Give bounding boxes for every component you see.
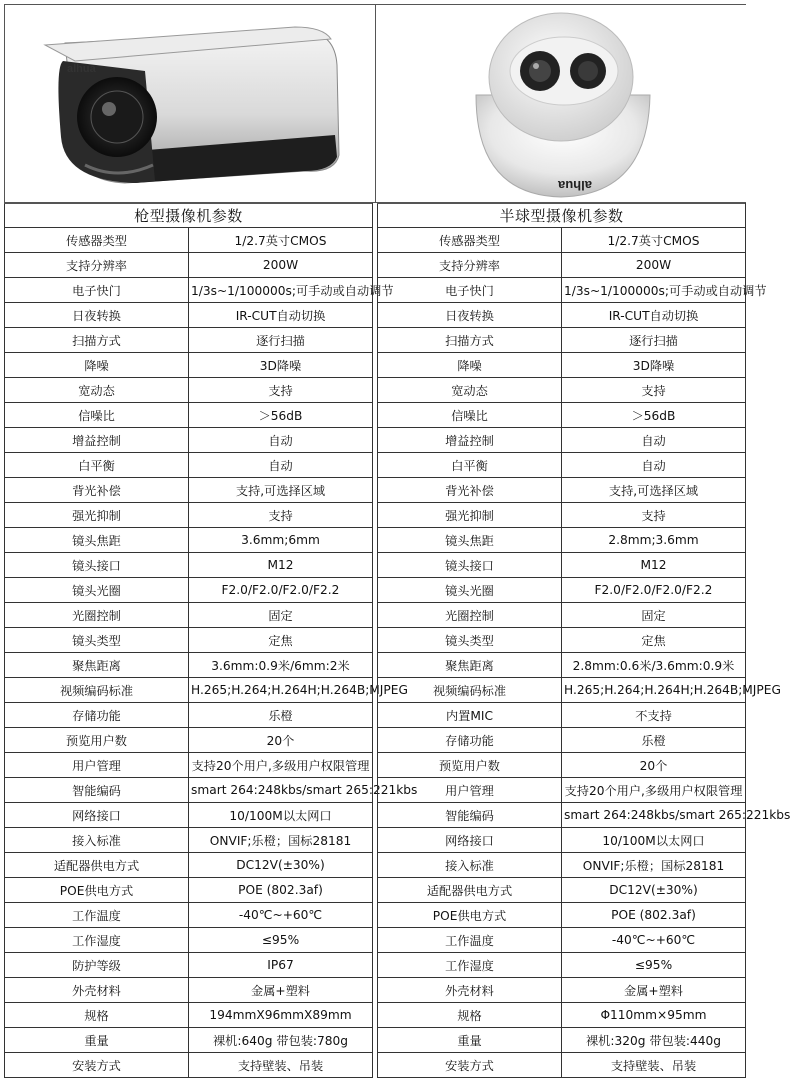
spec-row	[378, 1028, 746, 1053]
spec-value: 2.8mm;3.6mm	[562, 528, 746, 553]
spec-value: 200W	[189, 253, 373, 278]
spec-row	[378, 653, 746, 678]
spec-row	[378, 328, 746, 353]
spec-row	[378, 378, 746, 403]
spec-value: DC12V(±30%)	[562, 878, 746, 903]
spec-row	[5, 453, 373, 478]
spec-label: 传感器类型	[378, 228, 562, 253]
spec-value: smart 264:248kbs/smart 265:221kbs	[189, 778, 373, 803]
spec-row	[5, 378, 373, 403]
spec-label: 网络接口	[5, 803, 189, 828]
spec-row	[5, 1053, 373, 1078]
spec-label: 信噪比	[378, 403, 562, 428]
brand-logo: alhua	[67, 63, 96, 75]
spec-value: 3D降噪	[562, 353, 746, 378]
spec-label: 镜头光圈	[5, 578, 189, 603]
spec-value: 10/100M以太网口	[189, 803, 373, 828]
spec-row	[378, 903, 746, 928]
spec-value: 支持	[562, 378, 746, 403]
spec-label: 外壳材料	[378, 978, 562, 1003]
spec-row	[5, 803, 373, 828]
spec-label: 用户管理	[378, 778, 562, 803]
spec-label: 光圈控制	[5, 603, 189, 628]
spec-label: 防护等级	[5, 953, 189, 978]
spec-row	[378, 428, 746, 453]
spec-row	[5, 753, 373, 778]
spec-value: 固定	[189, 603, 373, 628]
spec-label: 网络接口	[378, 828, 562, 853]
bullet-camera-photo	[5, 5, 376, 202]
spec-value: 194mmX96mmX89mm	[189, 1003, 373, 1028]
spec-label: 增益控制	[5, 428, 189, 453]
spec-row	[5, 953, 373, 978]
spec-value: 乐橙	[189, 703, 373, 728]
spec-row	[5, 703, 373, 728]
spec-row	[5, 828, 373, 853]
spec-row	[5, 578, 373, 603]
spec-value: F2.0/F2.0/F2.0/F2.2	[189, 578, 373, 603]
spec-label: 扫描方式	[378, 328, 562, 353]
spec-value: 3D降噪	[189, 353, 373, 378]
spec-value: IR-CUT自动切换	[562, 303, 746, 328]
spec-value: 支持20个用户,多级用户权限管理	[189, 753, 373, 778]
spec-row	[378, 228, 746, 253]
spec-row	[378, 853, 746, 878]
spec-value: M12	[562, 553, 746, 578]
spec-value: 自动	[189, 428, 373, 453]
spec-label: 镜头类型	[5, 628, 189, 653]
spec-label: 聚焦距离	[378, 653, 562, 678]
spec-value: 逐行扫描	[189, 328, 373, 353]
spec-value: ONVIF;乐橙；国标28181	[189, 828, 373, 853]
spec-value: ＞56dB	[562, 403, 746, 428]
spec-value: 自动	[562, 453, 746, 478]
spec-value: 定焦	[562, 628, 746, 653]
spec-value: 逐行扫描	[562, 328, 746, 353]
spec-value: -40℃~+60℃	[189, 903, 373, 928]
spec-label: 镜头类型	[378, 628, 562, 653]
spec-label: 支持分辨率	[5, 253, 189, 278]
spec-value: POE (802.3af)	[562, 903, 746, 928]
spec-value: 不支持	[562, 703, 746, 728]
spec-row	[378, 828, 746, 853]
spec-row	[5, 228, 373, 253]
spec-value: H.265;H.264;H.264H;H.264B;MJPEG	[189, 678, 373, 703]
dome-table-title: 半球型摄像机参数	[378, 204, 746, 228]
spec-label: 工作湿度	[5, 928, 189, 953]
spec-label: 接入标准	[5, 828, 189, 853]
spec-value: -40℃~+60℃	[562, 928, 746, 953]
spec-label: 规格	[378, 1003, 562, 1028]
spec-row	[378, 1053, 746, 1078]
spec-row	[378, 928, 746, 953]
spec-label: 适配器供电方式	[378, 878, 562, 903]
spec-row	[378, 778, 746, 803]
spec-value: ≤95%	[189, 928, 373, 953]
spec-tables	[4, 203, 790, 1078]
spec-label: 内置MIC	[378, 703, 562, 728]
spec-value: IP67	[189, 953, 373, 978]
spec-value: 支持20个用户,多级用户权限管理	[562, 778, 746, 803]
spec-label: 光圈控制	[378, 603, 562, 628]
spec-row	[378, 603, 746, 628]
bullet-spec-table	[4, 203, 418, 1078]
spec-label: 适配器供电方式	[5, 853, 189, 878]
dome-camera-photo	[376, 5, 746, 202]
spec-label: 用户管理	[5, 753, 189, 778]
spec-value: 定焦	[189, 628, 373, 653]
spec-row	[378, 253, 746, 278]
spec-row	[5, 478, 373, 503]
spec-value: smart 264:248kbs/smart 265:221kbs	[562, 803, 746, 828]
bullet-table-title: 枪型摄像机参数	[5, 204, 373, 228]
spec-value: 20个	[562, 753, 746, 778]
spec-label: 智能编码	[5, 778, 189, 803]
spec-label: 背光补偿	[5, 478, 189, 503]
spec-row	[5, 1028, 373, 1053]
spec-row	[378, 678, 746, 703]
spec-row	[5, 903, 373, 928]
spec-label: 传感器类型	[5, 228, 189, 253]
spec-value: 3.6mm;6mm	[189, 528, 373, 553]
spec-label: 增益控制	[378, 428, 562, 453]
spec-label: 预览用户数	[378, 753, 562, 778]
spec-row	[378, 478, 746, 503]
spec-value: 200W	[562, 253, 746, 278]
spec-row	[5, 328, 373, 353]
product-photos	[4, 4, 746, 203]
brand-logo-dome: alhua	[558, 178, 592, 193]
spec-value: 支持,可选择区域	[189, 478, 373, 503]
spec-value: H.265;H.264;H.264H;H.264B;MJPEG	[562, 678, 746, 703]
spec-label: POE供电方式	[5, 878, 189, 903]
spec-value: 1/3s~1/100000s;可手动或自动调节	[189, 278, 373, 303]
spec-value: 金属+塑料	[562, 978, 746, 1003]
spec-row	[378, 803, 746, 828]
spec-value: M12	[189, 553, 373, 578]
spec-value: 支持,可选择区域	[562, 478, 746, 503]
spec-value: 支持壁装、吊装	[562, 1053, 746, 1078]
spec-row	[5, 678, 373, 703]
spec-row	[5, 878, 373, 903]
spec-label: 安装方式	[378, 1053, 562, 1078]
spec-row	[378, 703, 746, 728]
spec-row	[5, 303, 373, 328]
spec-label: 电子快门	[5, 278, 189, 303]
spec-row	[378, 753, 746, 778]
dome-spec-table	[377, 203, 790, 1078]
spec-row	[5, 528, 373, 553]
spec-value: 3.6mm:0.9米/6mm:2米	[189, 653, 373, 678]
spec-value: 1/2.7英寸CMOS	[562, 228, 746, 253]
spec-label: 降噪	[378, 353, 562, 378]
spec-row	[378, 728, 746, 753]
spec-value: ＞56dB	[189, 403, 373, 428]
spec-value: 支持	[189, 378, 373, 403]
spec-label: 日夜转换	[378, 303, 562, 328]
spec-value: ONVIF;乐橙；国标28181	[562, 853, 746, 878]
spec-label: 工作温度	[5, 903, 189, 928]
spec-value: 裸机:320g 带包装:440g	[562, 1028, 746, 1053]
spec-row	[5, 928, 373, 953]
spec-row	[378, 578, 746, 603]
spec-label: 预览用户数	[5, 728, 189, 753]
spec-label: 接入标准	[378, 853, 562, 878]
spec-value: 1/3s~1/100000s;可手动或自动调节	[562, 278, 746, 303]
spec-label: 规格	[5, 1003, 189, 1028]
spec-value: DC12V(±30%)	[189, 853, 373, 878]
spec-label: 宽动态	[5, 378, 189, 403]
spec-label: 电子快门	[378, 278, 562, 303]
spec-label: 视频编码标准	[5, 678, 189, 703]
spec-value: IR-CUT自动切换	[189, 303, 373, 328]
spec-value: 2.8mm:0.6米/3.6mm:0.9米	[562, 653, 746, 678]
spec-label: 工作温度	[378, 928, 562, 953]
spec-label: 日夜转换	[5, 303, 189, 328]
spec-value: 金属+塑料	[189, 978, 373, 1003]
spec-row	[378, 278, 746, 303]
spec-label: 扫描方式	[5, 328, 189, 353]
spec-row	[5, 253, 373, 278]
spec-row	[378, 303, 746, 328]
spec-label: 降噪	[5, 353, 189, 378]
spec-row	[5, 978, 373, 1003]
spec-value: 支持壁装、吊装	[189, 1053, 373, 1078]
spec-label: 安装方式	[5, 1053, 189, 1078]
spec-row	[5, 353, 373, 378]
spec-value: 裸机:640g 带包装:780g	[189, 1028, 373, 1053]
spec-row	[378, 953, 746, 978]
spec-label: 白平衡	[5, 453, 189, 478]
spec-label: 强光抑制	[378, 503, 562, 528]
spec-value: 支持	[562, 503, 746, 528]
spec-row	[5, 1003, 373, 1028]
spec-value: 支持	[189, 503, 373, 528]
spec-label: 镜头焦距	[378, 528, 562, 553]
spec-value: POE (802.3af)	[189, 878, 373, 903]
spec-row	[5, 728, 373, 753]
spec-row	[378, 1003, 746, 1028]
spec-row	[5, 778, 373, 803]
spec-row	[5, 403, 373, 428]
spec-row	[5, 553, 373, 578]
spec-label: 外壳材料	[5, 978, 189, 1003]
spec-value: 1/2.7英寸CMOS	[189, 228, 373, 253]
spec-row	[5, 278, 373, 303]
spec-label: 聚焦距离	[5, 653, 189, 678]
spec-row	[5, 653, 373, 678]
spec-label: 镜头接口	[378, 553, 562, 578]
spec-label: 智能编码	[378, 803, 562, 828]
spec-row	[378, 553, 746, 578]
spec-label: 白平衡	[378, 453, 562, 478]
spec-row	[378, 878, 746, 903]
spec-label: 背光补偿	[378, 478, 562, 503]
spec-row	[378, 503, 746, 528]
spec-value: 20个	[189, 728, 373, 753]
spec-row	[378, 453, 746, 478]
spec-row	[5, 628, 373, 653]
spec-label: 信噪比	[5, 403, 189, 428]
spec-label: 视频编码标准	[378, 678, 562, 703]
spec-row	[5, 603, 373, 628]
spec-value: ≤95%	[562, 953, 746, 978]
spec-label: 镜头接口	[5, 553, 189, 578]
spec-row	[5, 428, 373, 453]
spec-label: 重量	[378, 1028, 562, 1053]
spec-label: 镜头焦距	[5, 528, 189, 553]
spec-row	[5, 853, 373, 878]
spec-row	[378, 403, 746, 428]
spec-row	[5, 503, 373, 528]
spec-label: 强光抑制	[5, 503, 189, 528]
spec-label: 存储功能	[5, 703, 189, 728]
spec-label: POE供电方式	[378, 903, 562, 928]
spec-value: 自动	[189, 453, 373, 478]
spec-row	[378, 628, 746, 653]
spec-row	[378, 978, 746, 1003]
spec-value: 自动	[562, 428, 746, 453]
spec-label: 宽动态	[378, 378, 562, 403]
spec-value: 乐橙	[562, 728, 746, 753]
spec-label: 重量	[5, 1028, 189, 1053]
spec-row	[378, 528, 746, 553]
spec-row	[378, 353, 746, 378]
spec-value: 固定	[562, 603, 746, 628]
spec-value: 10/100M以太网口	[562, 828, 746, 853]
spec-label: 镜头光圈	[378, 578, 562, 603]
spec-label: 存储功能	[378, 728, 562, 753]
spec-label: 工作湿度	[378, 953, 562, 978]
spec-value: F2.0/F2.0/F2.0/F2.2	[562, 578, 746, 603]
spec-value: Φ110mm×95mm	[562, 1003, 746, 1028]
spec-label: 支持分辨率	[378, 253, 562, 278]
